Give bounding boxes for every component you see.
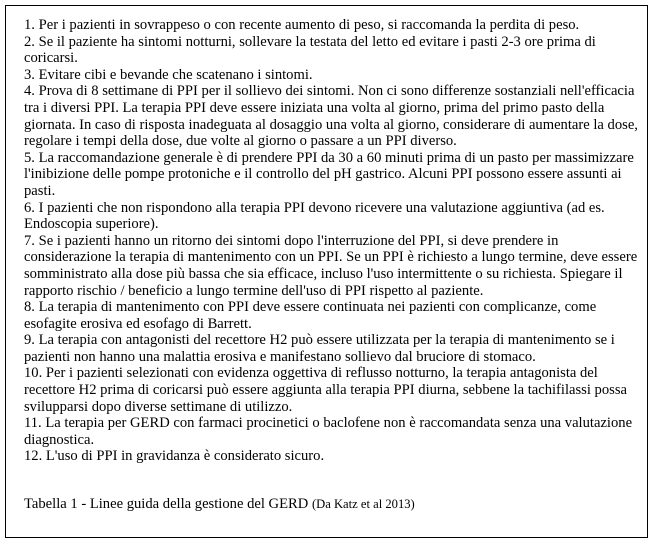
guideline-item: 10. Per i pazienti selezionati con evidenza oggettiva di reflusso notturno, la terapia antagonista del recettore H2 prima di coricarsi può essere aggiunta alla terapia PPI diurna, sebbene la tachifilassi possa svilupparsi dopo diverse settimane di utilizzo. [24,365,627,415]
guideline-item: 1. Per i pazienti in sovrappeso o con recente aumento di peso, si raccomanda la perdita di peso. [24,17,580,33]
table-frame [5,5,648,538]
caption-title: Tabella 1 - Linee guida della gestione del GERD [24,496,309,512]
guideline-item: 8. La terapia di mantenimento con PPI deve essere continuata nei pazienti con complicanze, come esofagite erosiva ed esofago di Barrett. [24,299,597,332]
caption-citation: (Da Katz et al 2013) [311,497,415,511]
guideline-item: 6. I pazienti che non rispondono alla terapia PPI devono ricevere una valutazione aggiuntiva (ad es. Endoscopia superiore). [24,199,605,233]
guideline-item: 9. La terapia con antagonisti del recettore H2 può essere utilizzata per la terapia di mantenimento se i pazienti non hanno una malattia erosiva e manifestano sollievo dal bruciore di stomaco. [24,332,615,365]
guideline-item: 5. La raccomandazione generale è di prendere PPI da 30 a 60 minuti prima di un pasto per massimizzare l'inibizione delle pompe protoniche e il controllo del pH gastrico. Alcuni PPI possono essere assunti ai pasti. [24,149,634,199]
guideline-list [24,17,646,465]
guideline-item: 7. Se i pazienti hanno un ritorno dei sintomi dopo l'interruzione del PPI, si deve prendere in considerazione la terapia di mantenimento con un PPI. Se un PPI è richiesto a lungo termine, deve essere somministrato alla dose più bassa che sia efficace, incluso l'uso intermittente o su richiesta. Spiegare il rapporto rischio / beneficio a lungo termine dell'uso di PPI rispetto al paziente. [24,232,638,299]
guideline-item: 12. L'uso di PPI in gravidanza è considerato sicuro. [24,448,325,465]
guideline-item: 4. Prova di 8 settimane di PPI per il sollievo dei sintomi. Non ci sono differenze sostanziali nell'efficacia tra i diversi PPI. La terapia PPI deve essere iniziata una volta al giorno, prima del primo pasto della giornata. In caso di risposta inadeguata al dosaggio una volta al giorno, considerare di aumentare la dose, regolare i tempi della dose, due volte al giorno o passare a un PPI diverso. [24,83,638,150]
guideline-item: 3. Evitare cibi e bevande che scatenano i sintomi. [24,66,313,83]
table-caption [24,496,415,513]
guideline-item: 2. Se il paziente ha sintomi notturni, sollevare la testata del letto ed evitare i pasti 2-3 ore prima di coricarsi. [24,33,596,67]
guideline-item: 11. La terapia per GERD con farmaci procinetici o baclofene non è raccomandata senza una valutazione diagnostica. [24,415,633,448]
